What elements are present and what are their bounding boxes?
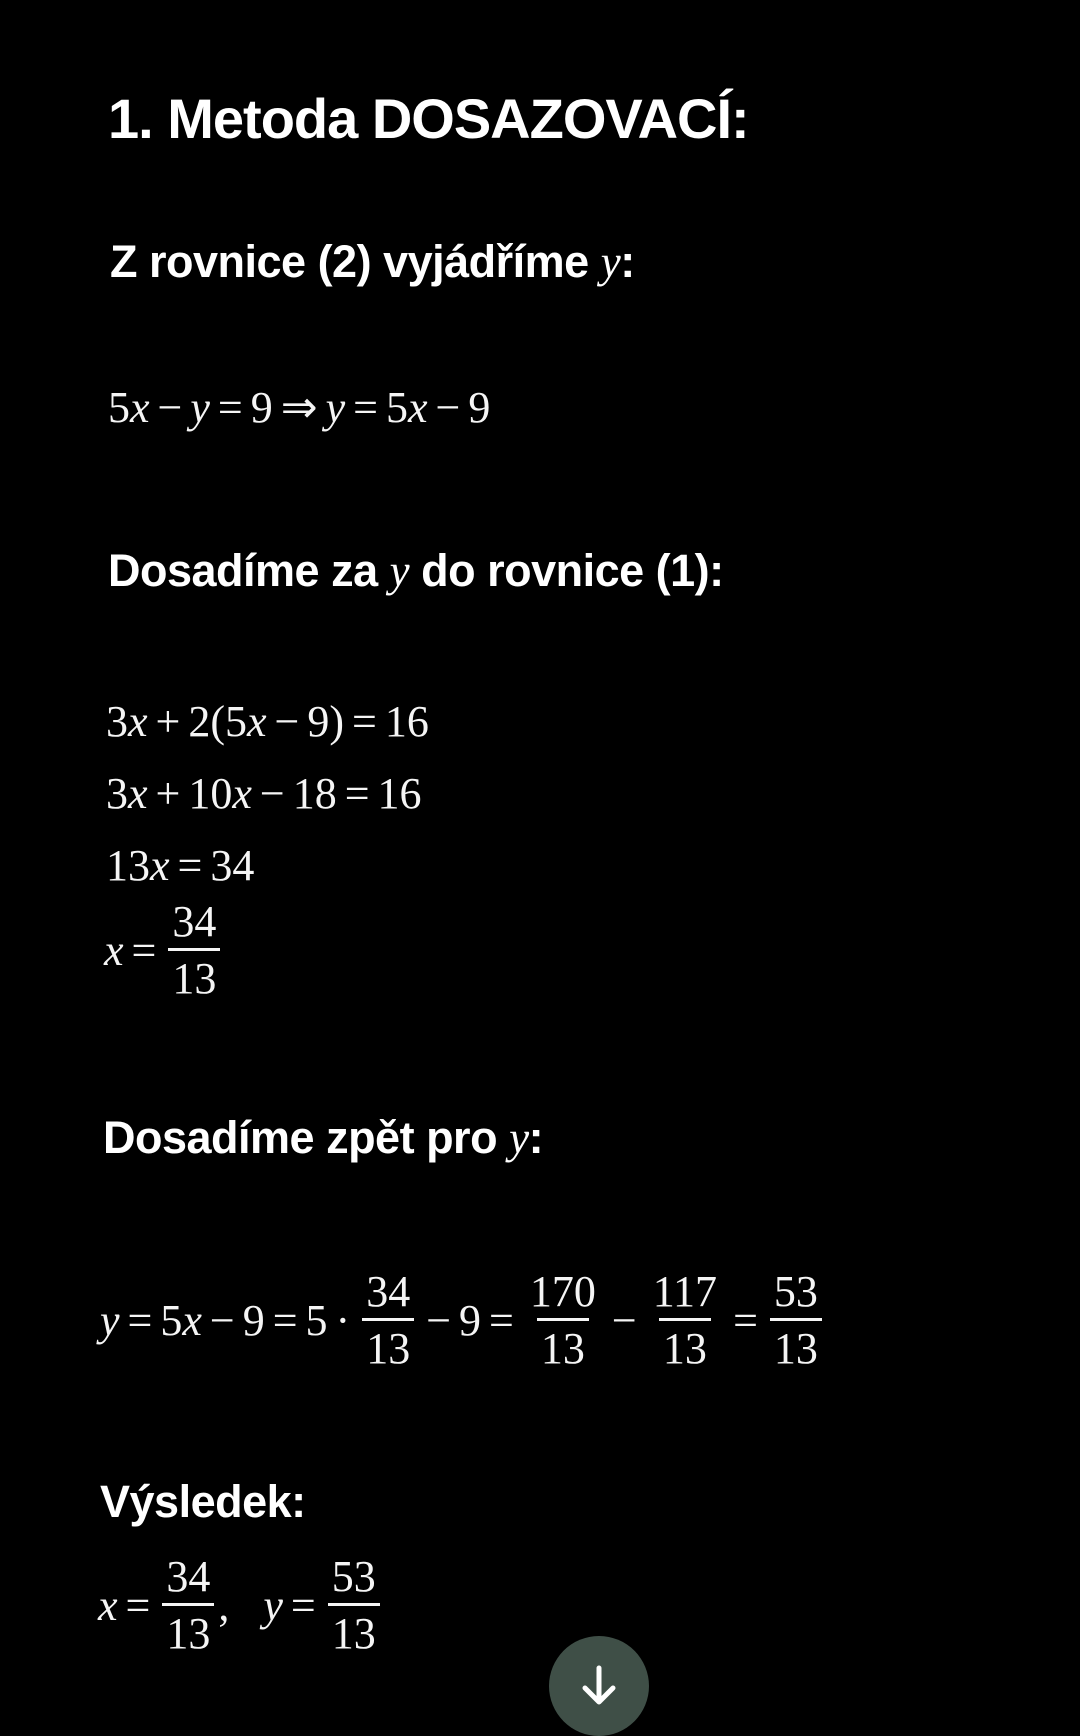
step3-label-colon: : [528,1112,544,1163]
implies-symbol: ⇒ [280,383,318,432]
step1-label-text: Z rovnice (2) vyjádříme [110,236,601,287]
fraction-denominator: 13 [328,1603,380,1656]
math-term: 2(5 [188,697,248,746]
step1-label-var: y [600,237,621,287]
math-var: x [98,1581,118,1630]
fraction-numerator: 117 [652,1267,718,1316]
math-op: − [611,1296,637,1345]
math-term: 9 [242,1296,265,1345]
step2-label [108,545,724,597]
math-op: = [352,697,377,746]
math-var: x [128,769,148,818]
math-op: = [131,926,157,975]
math-var: y [190,383,210,432]
math-var: y [263,1581,283,1630]
step3-equation [100,1267,826,1373]
result-equation [98,1552,384,1658]
math-var: x [128,697,148,746]
math-op: − [435,383,461,432]
step2-label-rest: do rovnice (1): [409,545,724,596]
fraction-denominator: 13 [537,1318,589,1371]
math-term: 34 [210,841,255,890]
math-var: y [325,383,346,432]
math-op: = [733,1296,758,1345]
math-term: 9 [250,383,273,432]
fraction [168,897,220,1003]
math-op: − [274,697,300,746]
step3-label-text: Dosadíme zpět pro [103,1112,510,1163]
math-var: x [247,697,267,746]
math-op: · [335,1296,351,1345]
arrow-down-icon [579,1664,619,1708]
math-term: 9) [307,697,345,746]
fraction-numerator: 34 [166,1552,211,1601]
step2-line2 [106,768,422,819]
math-term: 5 [385,383,408,432]
math-term: 3 [106,769,128,818]
math-var: x [104,926,124,975]
math-term: 18 [292,769,337,818]
math-term: 9 [459,1296,482,1345]
math-term: 16 [384,697,429,746]
math-op: = [125,1581,151,1630]
math-op: = [489,1296,514,1345]
math-term: 9 [468,383,491,432]
scroll-to-bottom-button[interactable] [549,1636,649,1736]
math-op: − [209,1296,235,1345]
math-var: x [232,769,252,818]
math-op: = [217,383,243,432]
math-op: − [259,769,285,818]
step3-label [103,1112,543,1164]
fraction-denominator: 13 [362,1318,414,1371]
fraction-denominator: 13 [162,1603,214,1656]
step2-label-text: Dosadíme za [108,545,390,596]
fraction-numerator: 34 [172,897,217,946]
fraction-numerator: 34 [366,1267,411,1316]
math-term: 5 [305,1296,328,1345]
math-op: = [272,1296,298,1345]
fraction [649,1267,721,1373]
fraction [328,1552,380,1658]
math-op: = [353,383,378,432]
math-term: 16 [377,769,422,818]
math-op: = [290,1581,316,1630]
step1-equation [108,382,490,433]
fraction-numerator: 170 [529,1267,596,1316]
math-op: − [426,1296,452,1345]
math-term: 5 [108,383,130,432]
fraction-numerator: 53 [331,1552,376,1601]
math-term: 10 [188,769,233,818]
step2-line4 [104,897,224,1003]
math-var: x [130,383,150,432]
math-comma: , [218,1581,230,1630]
fraction-numerator: 53 [773,1267,818,1316]
fraction-denominator: 13 [770,1318,822,1371]
result-label: Výsledek: [100,1476,306,1527]
math-term: 3 [106,697,128,746]
math-op: + [155,697,181,746]
math-op: = [177,841,203,890]
step1-label [110,236,635,288]
math-op: = [127,1296,153,1345]
fraction [770,1267,822,1373]
fraction-denominator: 13 [168,948,220,1001]
math-var: x [150,841,170,890]
step2-line3 [106,840,254,891]
fraction [162,1552,214,1658]
math-op: + [155,769,181,818]
method-heading: 1. Metoda DOSAZOVACÍ: [108,87,749,150]
math-var: y [100,1296,120,1345]
math-var: x [182,1296,202,1345]
step1-label-colon: : [620,236,635,287]
fraction [526,1267,600,1373]
step2-label-var: y [389,546,410,596]
math-op: − [157,383,183,432]
step2-line1 [106,696,429,747]
math-term: 5 [160,1296,183,1345]
math-term: 13 [106,841,150,890]
math-op: = [344,769,370,818]
fraction [362,1267,414,1373]
math-var: x [407,383,428,432]
fraction-denominator: 13 [659,1318,711,1371]
step3-label-var: y [509,1113,529,1163]
